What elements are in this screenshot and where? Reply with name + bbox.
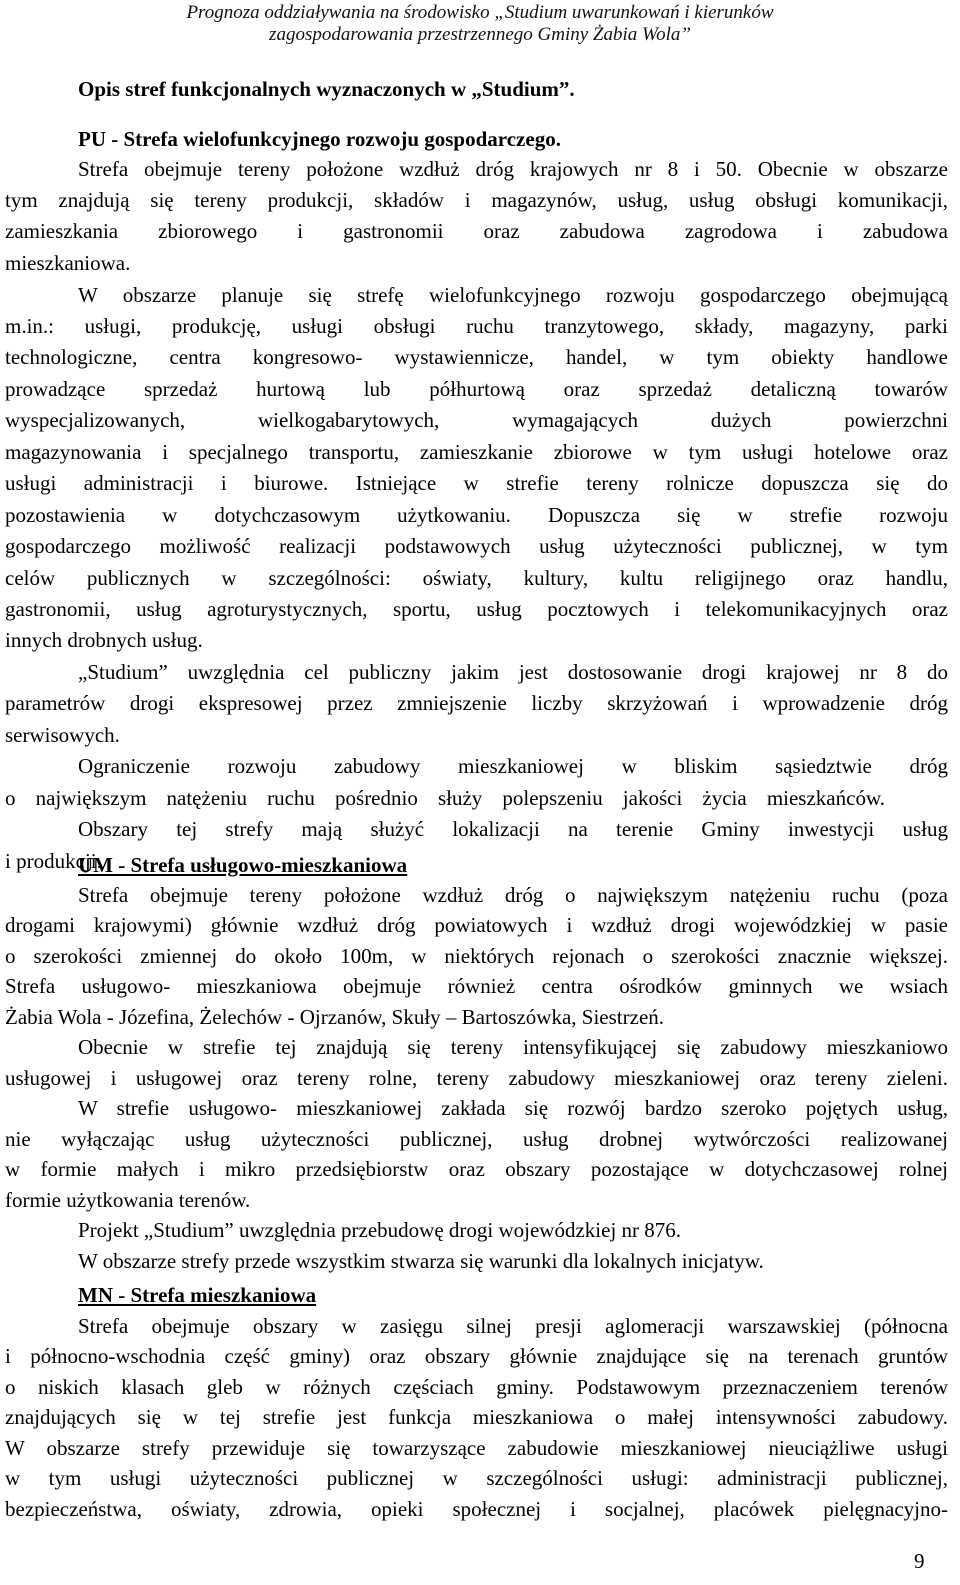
- text-line: W strefie usługowo- mieszkaniowej zakłada się rozwój bardzo szeroko pojętych usług,: [78, 1096, 948, 1120]
- text-line: Strefa usługowo- mieszkaniowa obejmuje również centra ośrodków gminnych we wsiach: [5, 974, 948, 998]
- text-line: Obszary tej strefy mają służyć lokalizacji na terenie Gminy inwestycji usług: [78, 817, 948, 841]
- text-line: Strefa obejmuje obszary w zasięgu silnej presji aglomeracji warszawskiej (północna: [78, 1314, 948, 1338]
- document-title: Opis stref funkcjonalnych wyznaczonych w „Studium”.: [78, 77, 575, 101]
- text-line: drogami krajowymi) głównie wzdłuż dróg powiatowych i wzdłuż drogi wojewódzkiej w pasie: [5, 913, 948, 937]
- header-line-2: zagospodarowania przestrzennego Gminy Żabia Wola”: [269, 24, 691, 45]
- text-line: znajdujących się w tej strefie jest funkcja mieszkaniowa o małej intensywności zabudowy.: [5, 1405, 948, 1429]
- text-line: celów publicznych w szczególności: oświaty, kultury, kultu religijnego oraz handlu,: [5, 566, 948, 590]
- text-line: bezpieczeństwa, oświaty, zdrowia, opieki społecznej i socjalnej, placówek pielęgnacyjno-: [5, 1497, 948, 1521]
- text-line: gospodarczego możliwość realizacji podstawowych usług użyteczności publicznej, w tym: [5, 534, 948, 558]
- text-line: Obecnie w strefie tej znajdują się tereny intensyfikującej się zabudowy mieszkaniowo: [78, 1035, 948, 1059]
- text-line: Projekt „Studium” uwzględnia przebudowę drogi wojewódzkiej nr 876.: [78, 1218, 682, 1242]
- section-heading-pu: PU - Strefa wielofunkcyjnego rozwoju gospodarczego.: [78, 127, 561, 151]
- text-line: serwisowych.: [5, 723, 120, 747]
- text-line: magazynowania i specjalnego transportu, zamieszkanie zbiorowe w tym usługi hotelowe oraz: [5, 440, 948, 464]
- text-line: m.in.: usługi, produkcję, usługi obsługi ruchu tranzytowego, składy, magazyny, parki: [5, 314, 948, 338]
- text-line: W obszarze planuje się strefę wielofunkcyjnego rozwoju gospodarczego obejmującą: [78, 283, 948, 307]
- running-header: [0, 2, 960, 46]
- text-line: Żabia Wola - Józefina, Żelechów - Ojrzanów, Skuły – Bartoszówka, Siestrzeń.: [5, 1005, 665, 1029]
- text-line: parametrów drogi ekspresowej przez zmniejszenie liczby skrzyżowań i wprowadzenie dróg: [5, 691, 948, 715]
- text-line: formie użytkowania terenów.: [5, 1188, 251, 1212]
- header-line-1: Prognoza oddziaływania na środowisko „Studium uwarunkowań i kierunków: [186, 2, 774, 23]
- text-line: Strefa obejmuje tereny położone wzdłuż dróg krajowych nr 8 i 50. Obecnie w obszarze: [78, 157, 948, 181]
- text-line: W obszarze strefy przede wszystkim stwarza się warunki dla lokalnych inicjatyw.: [78, 1249, 764, 1273]
- text-line: usługowej i usługowej oraz tereny rolne, tereny zabudowy mieszkaniowej oraz tereny zieleni.: [5, 1066, 948, 1090]
- text-line: o szerokości zmiennej do około 100m, w niektórych rejonach o szerokości znacznie większej.: [5, 944, 948, 968]
- text-line: i produkcji.: [5, 849, 102, 873]
- page-number: 9: [914, 1549, 925, 1573]
- text-line: o największym natężeniu ruchu pośrednio służy polepszeniu jakości życia mieszkańców.: [5, 786, 885, 810]
- text-line: W obszarze strefy przewiduje się towarzyszące zabudowie mieszkaniowej nieuciążliwe usługi: [5, 1436, 948, 1460]
- text-line: innych drobnych usług.: [5, 628, 203, 652]
- text-line: Ograniczenie rozwoju zabudowy mieszkaniowej w bliskim sąsiedztwie dróg: [78, 754, 948, 778]
- text-line: zamieszkania zbiorowego i gastronomii oraz zabudowa zagrodowa i zabudowa: [5, 219, 948, 243]
- section-heading-um: UM - Strefa usługowo-mieszkaniowa: [78, 853, 408, 877]
- text-line: usługi administracji i biurowe. Istniejące w strefie tereny rolnicze dopuszcza się do: [5, 471, 948, 495]
- text-line: w tym usługi użyteczności publicznej w szczególności usługi: administracji publicznej,: [5, 1466, 948, 1490]
- text-line: tym znajdują się tereny produkcji, składów i magazynów, usług, usług obsługi komunikacji,: [5, 188, 948, 212]
- section-heading-mn: MN - Strefa mieszkaniowa: [78, 1283, 317, 1307]
- text-line: mieszkaniowa.: [5, 251, 131, 275]
- text-line: o niskich klasach gleb w różnych częściach gminy. Podstawowym przeznaczeniem terenów: [5, 1375, 948, 1399]
- text-line: gastronomii, usług agroturystycznych, sportu, usług pocztowych i telekomunikacyjnych oraz: [5, 597, 948, 621]
- text-line: wyspecjalizowanych, wielkogabarytowych, wymagających dużych powierzchni: [5, 408, 948, 432]
- text-line: w formie małych i mikro przedsiębiorstw oraz obszary pozostające w dotychczasowej rolnej: [5, 1157, 948, 1181]
- text-line: i północno-wschodnia część gminy) oraz obszary głównie znajdujące się na terenach gruntów: [5, 1344, 948, 1368]
- text-line: pozostawienia w dotychczasowym użytkowaniu. Dopuszcza się w strefie rozwoju: [5, 503, 948, 527]
- text-line: „Studium” uwzględnia cel publiczny jakim jest dostosowanie drogi krajowej nr 8 do: [78, 660, 948, 684]
- text-line: technologiczne, centra kongresowo- wystawiennicze, handel, w tym obiekty handlowe: [5, 345, 948, 369]
- text-line: nie wyłączając usług użyteczności publicznej, usług drobnej wytwórczości realizowanej: [5, 1127, 948, 1151]
- text-line: prowadzące sprzedaż hurtową lub półhurtową oraz sprzedaż detaliczną towarów: [5, 377, 948, 401]
- text-line: Strefa obejmuje tereny położone wzdłuż dróg o największym natężeniu ruchu (poza: [78, 883, 948, 907]
